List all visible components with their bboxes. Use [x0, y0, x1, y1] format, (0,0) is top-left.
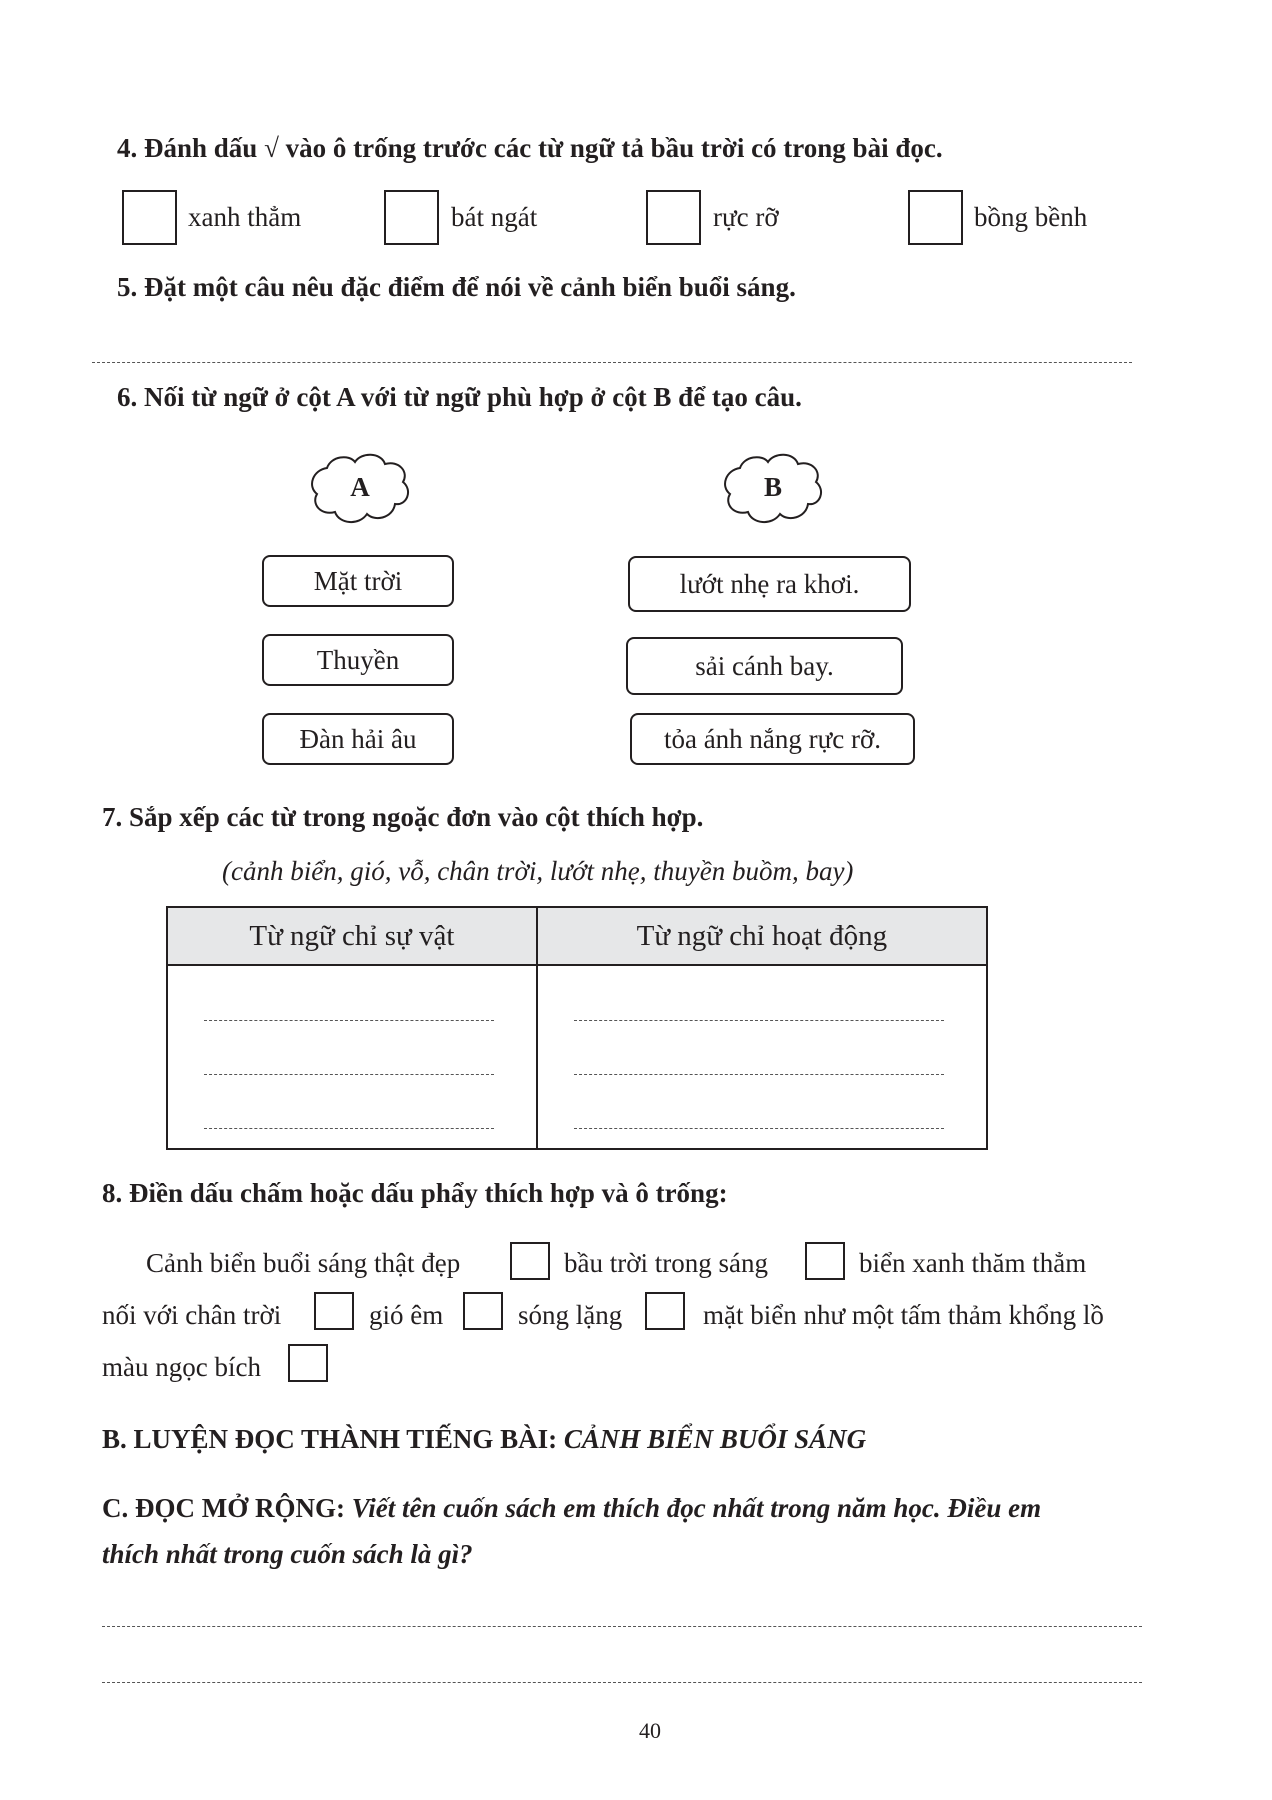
page-number: 40 [639, 1718, 661, 1743]
q4-checkbox-3[interactable] [646, 190, 701, 245]
q7-title: 7. Sắp xếp các từ trong ngoặc đơn vào cột thích hợp. [102, 802, 704, 832]
section-c-answer-line-1[interactable] [102, 1626, 1142, 1627]
section-c-prompt-1: Viết tên cuốn sách em thích đọc nhất trong năm học. Điều em [351, 1493, 1042, 1523]
col-b-item-3[interactable]: tỏa ánh nắng rực rỡ. [630, 713, 915, 765]
q8-line1-part1: Cảnh biển buổi sáng thật đẹp [146, 1248, 461, 1278]
col-a-item-3[interactable]: Đàn hải âu [262, 713, 454, 765]
q7-table [166, 906, 988, 1150]
q8-line3-part1: màu ngọc bích [102, 1352, 261, 1382]
q4-title: 4. Đánh dấu √ vào ô trống trước các từ ngữ tả bầu trời có trong bài đọc. [117, 133, 943, 163]
col-a-label: A [350, 472, 370, 502]
q8-blank-1[interactable] [510, 1242, 550, 1280]
q8-title: 8. Điền dấu chấm hoặc dấu phẩy thích hợp và ô trống: [102, 1178, 728, 1208]
q8-line2-part3: sóng lặng [518, 1300, 623, 1330]
q5-title: 5. Đặt một câu nêu đặc điểm để nói về cảnh biển buổi sáng. [117, 272, 796, 302]
col-b-item-1[interactable]: lướt nhẹ ra khơi. [628, 556, 911, 612]
q8-line2-part2: gió êm [369, 1300, 444, 1330]
q7-cell-things[interactable] [167, 965, 537, 1149]
q6-title: 6. Nối từ ngữ ở cột A với từ ngữ phù hợp ở cột B để tạo câu. [117, 382, 802, 412]
q7-header-actions: Từ ngữ chỉ hoạt động [537, 907, 987, 965]
q4-option-4: bồng bềnh [974, 202, 1088, 232]
q4-checkbox-2[interactable] [384, 190, 439, 245]
q7-cell-actions[interactable] [537, 965, 987, 1149]
col-a-item-2[interactable]: Thuyền [262, 634, 454, 686]
q7-header-things: Từ ngữ chỉ sự vật [167, 907, 537, 965]
q8-line1-part3: biển xanh thăm thẳm [859, 1248, 1087, 1278]
section-c-heading [102, 1493, 1041, 1524]
q4-checkbox-1[interactable] [122, 190, 177, 245]
section-c-label: C. ĐỌC MỞ RỘNG: [102, 1493, 345, 1523]
q8-blank-6[interactable] [288, 1344, 328, 1382]
q8-blank-3[interactable] [314, 1292, 354, 1330]
section-b-label: B. LUYỆN ĐỌC THÀNH TIẾNG BÀI: [102, 1424, 558, 1454]
col-a-item-1[interactable]: Mặt trời [262, 555, 454, 607]
q4-option-2: bát ngát [451, 202, 538, 232]
q8-line2-part1: nối với chân trời [102, 1300, 282, 1330]
col-b-label: B [763, 472, 782, 502]
q5-answer-line[interactable] [92, 362, 1132, 363]
q8-blank-5[interactable] [645, 1292, 685, 1330]
q8-line2-part4: mặt biển như một tấm thảm khổng lồ [703, 1300, 1104, 1330]
section-c-prompt-2: thích nhất trong cuốn sách là gì? [102, 1539, 473, 1569]
q8-blank-2[interactable] [805, 1242, 845, 1280]
q7-word-list: (cảnh biển, gió, vỗ, chân trời, lướt nhẹ, thuyền buồm, bay) [222, 856, 854, 886]
q8-line1-part2: bầu trời trong sáng [564, 1248, 768, 1278]
q4-option-3: rực rỡ [713, 202, 779, 232]
section-c-answer-line-2[interactable] [102, 1682, 1142, 1683]
q8-blank-4[interactable] [463, 1292, 503, 1330]
section-b-heading [102, 1424, 866, 1455]
q4-option-1: xanh thẳm [188, 202, 302, 232]
q4-checkbox-4[interactable] [908, 190, 963, 245]
col-b-item-2[interactable]: sải cánh bay. [626, 637, 903, 695]
section-b-title: CẢNH BIỂN BUỔI SÁNG [563, 1424, 867, 1454]
